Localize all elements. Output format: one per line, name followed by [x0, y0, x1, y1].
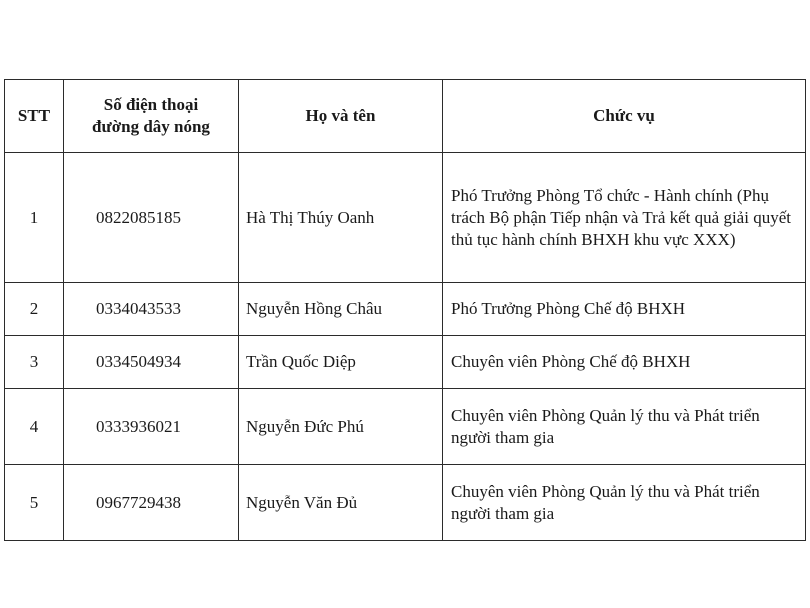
cell-phone: 0333936021	[64, 389, 239, 465]
cell-name: Nguyễn Văn Đủ	[239, 465, 443, 541]
cell-name: Trần Quốc Diệp	[239, 336, 443, 389]
cell-stt: 5	[5, 465, 64, 541]
cell-name: Nguyễn Hồng Châu	[239, 283, 443, 336]
header-phone	[64, 80, 239, 153]
cell-stt: 3	[5, 336, 64, 389]
cell-phone: 0967729438	[64, 465, 239, 541]
header-row	[5, 80, 806, 153]
cell-role: Chuyên viên Phòng Quản lý thu và Phát triển người tham gia	[443, 465, 806, 541]
header-stt: STT	[5, 80, 64, 153]
header-name: Họ và tên	[239, 80, 443, 153]
cell-name: Nguyễn Đức Phú	[239, 389, 443, 465]
cell-role: Chuyên viên Phòng Quản lý thu và Phát triển người tham gia	[443, 389, 806, 465]
cell-phone: 0334504934	[64, 336, 239, 389]
cell-name: Hà Thị Thúy Oanh	[239, 153, 443, 283]
cell-stt: 2	[5, 283, 64, 336]
hotline-table	[4, 79, 806, 541]
header-role: Chức vụ	[443, 80, 806, 153]
cell-stt: 4	[5, 389, 64, 465]
cell-phone: 0334043533	[64, 283, 239, 336]
header-phone-line2: đường dây nóng	[92, 117, 210, 136]
cell-role: Chuyên viên Phòng Chế độ BHXH	[443, 336, 806, 389]
cell-role: Phó Trưởng Phòng Chế độ BHXH	[443, 283, 806, 336]
table-row	[5, 389, 806, 465]
table-row	[5, 465, 806, 541]
table-row	[5, 336, 806, 389]
cell-stt: 1	[5, 153, 64, 283]
header-phone-line1: Số điện thoại	[103, 95, 199, 114]
cell-phone: 0822085185	[64, 153, 239, 283]
cell-role: Phó Trưởng Phòng Tổ chức - Hành chính (Phụ trách Bộ phận Tiếp nhận và Trả kết quả giải quyết thủ tục hành chính BHXH khu vực XXX)	[443, 153, 806, 283]
table-row	[5, 283, 806, 336]
table-row	[5, 153, 806, 283]
